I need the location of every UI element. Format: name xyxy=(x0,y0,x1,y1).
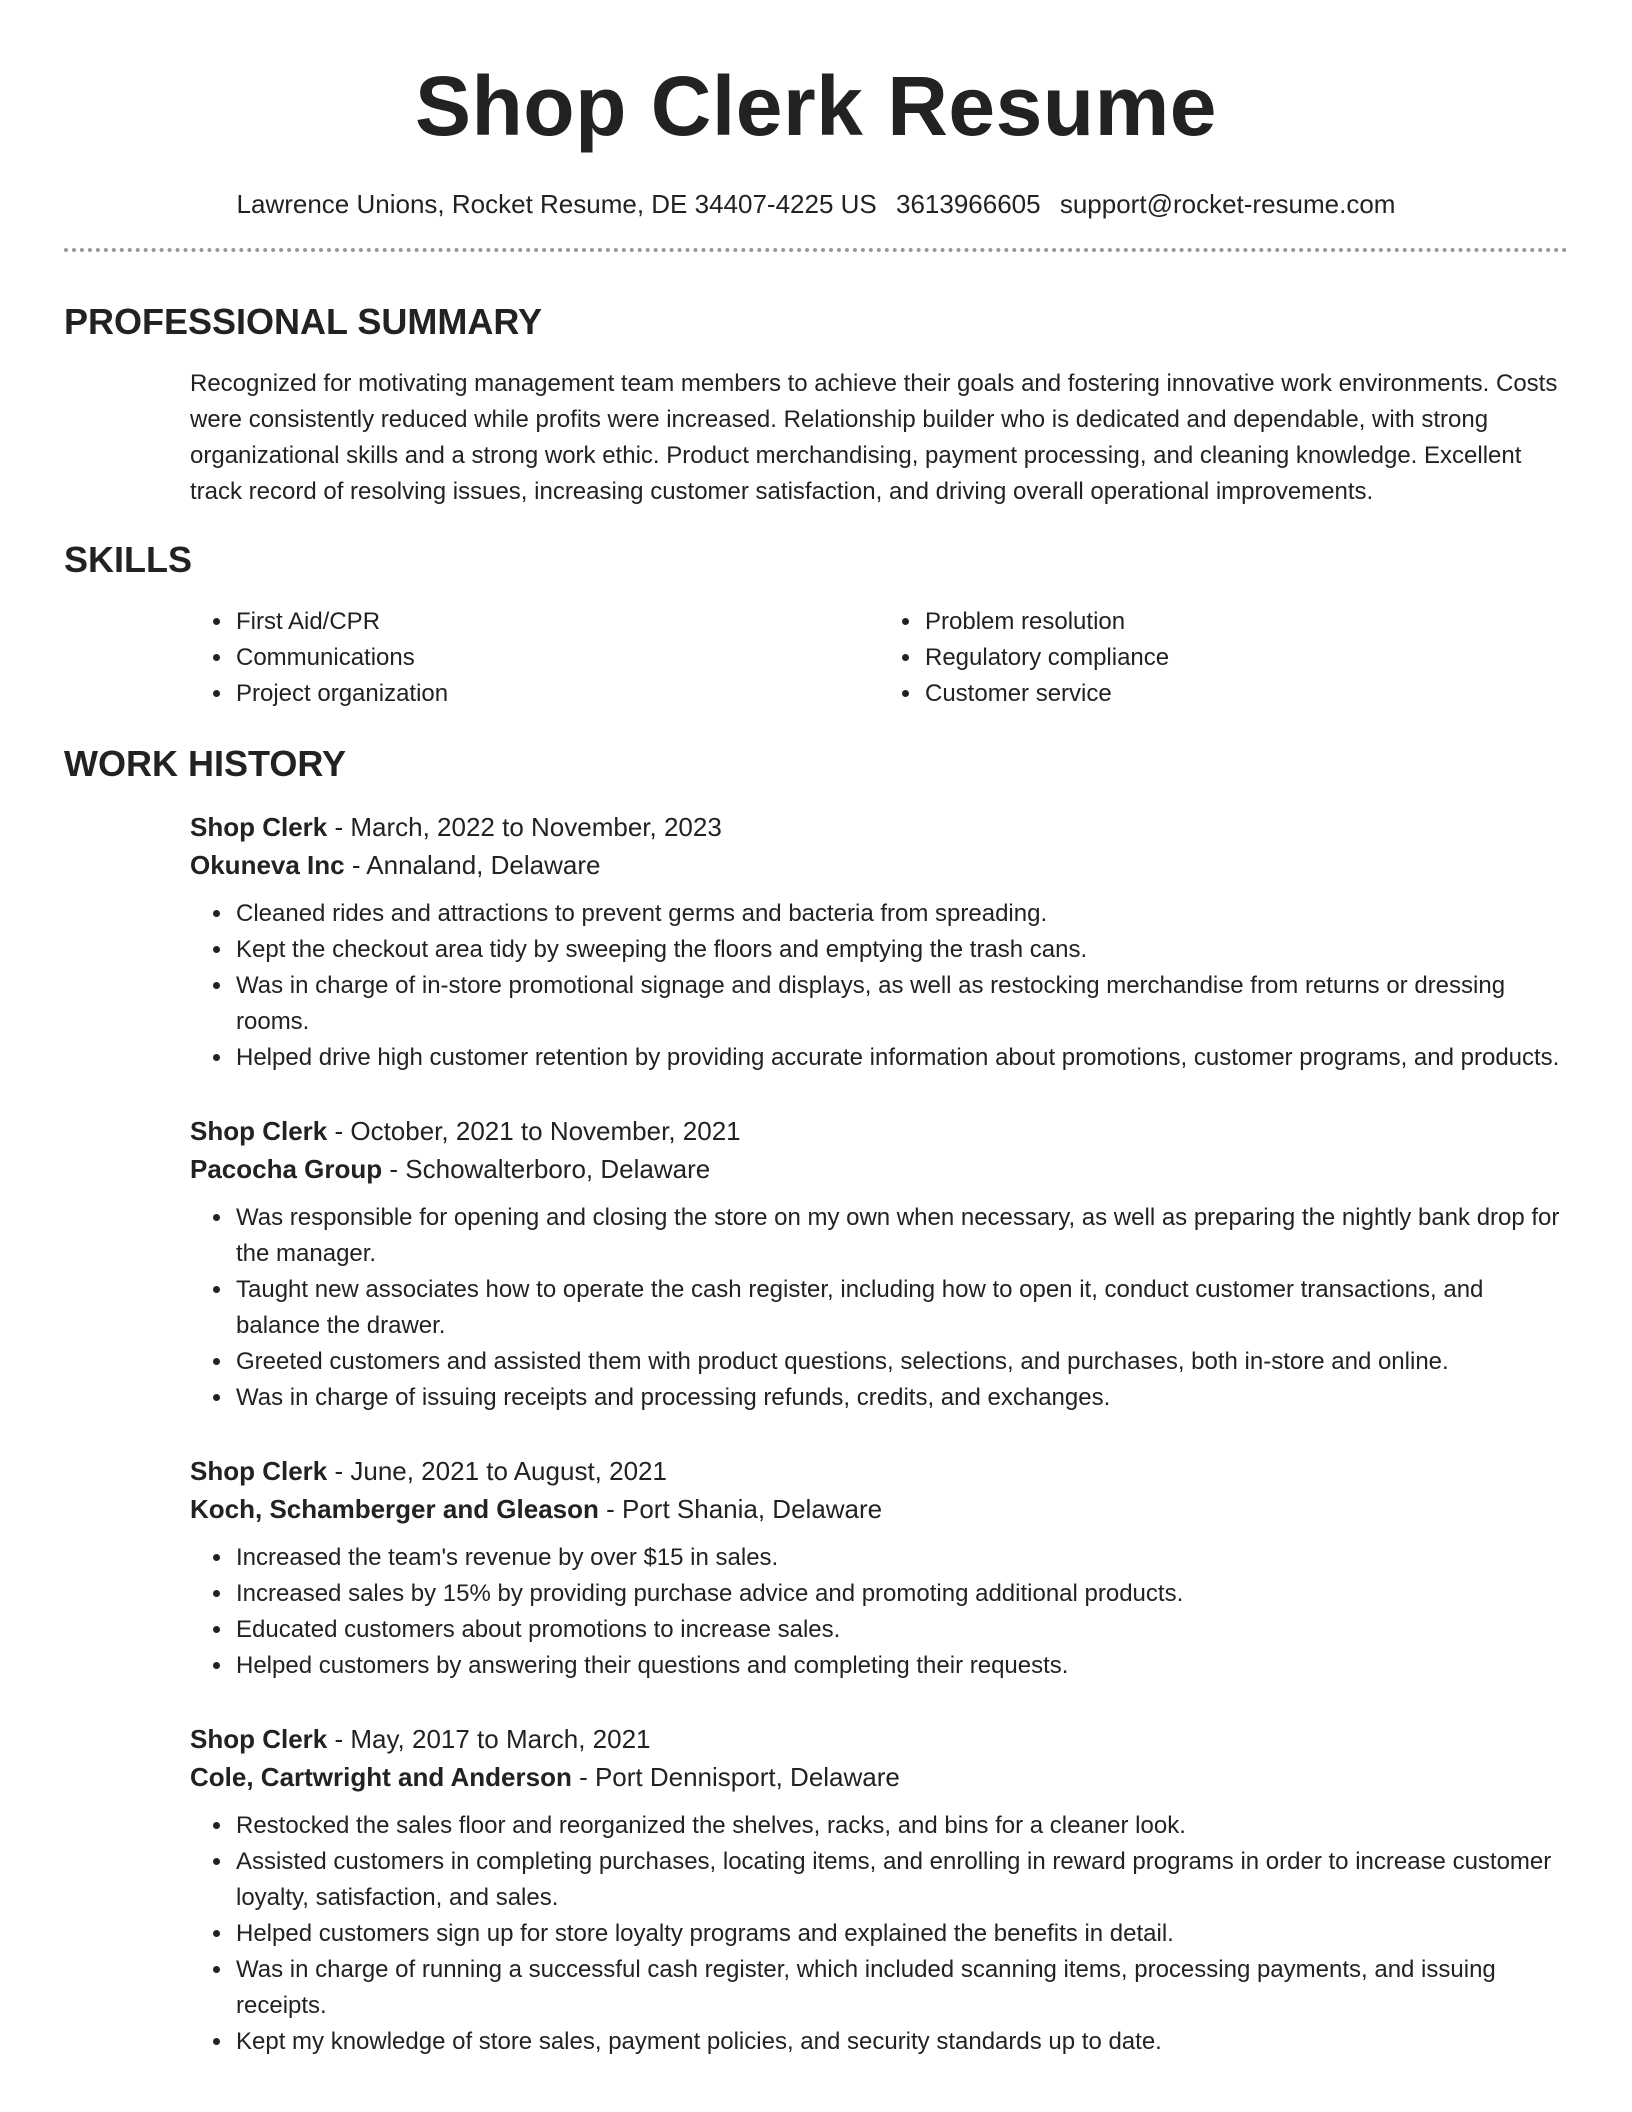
job-bullet: • Educated customers about promotions to increase sales. xyxy=(234,1612,1568,1648)
job-company-line xyxy=(190,1150,1568,1188)
job-dates: - March, 2022 to November, 2023 xyxy=(327,812,722,842)
job-title-line xyxy=(190,1112,1568,1150)
job-bullets xyxy=(190,1808,1568,2060)
skill-item: • Customer service xyxy=(923,676,1568,712)
skills-column-left xyxy=(190,604,879,712)
job-bullets xyxy=(190,1540,1568,1684)
header-divider xyxy=(64,248,1568,252)
job-company: Cole, Cartwright and Anderson xyxy=(190,1762,572,1792)
job-dates: - May, 2017 to March, 2021 xyxy=(327,1724,651,1754)
skill-item: • Communications xyxy=(234,640,879,676)
job-bullet: • Increased sales by 15% by providing purchase advice and promoting additional products. xyxy=(234,1576,1568,1612)
job-bullet: • Was responsible for opening and closing the store on my own when necessary, as well as preparing the nightly bank drop for the manager. xyxy=(234,1200,1568,1272)
job-location: - Annaland, Delaware xyxy=(344,850,601,880)
job-title: Shop Clerk xyxy=(190,1724,328,1754)
skills-list xyxy=(190,604,1568,712)
skill-item: • Regulatory compliance xyxy=(923,640,1568,676)
job-bullet: • Helped customers by answering their questions and completing their requests. xyxy=(234,1648,1568,1684)
job-title: Shop Clerk xyxy=(190,1456,328,1486)
job-title-line xyxy=(190,1720,1568,1758)
job-entry xyxy=(190,1720,1568,2060)
job-company-line xyxy=(190,1490,1568,1528)
job-dates: - October, 2021 to November, 2021 xyxy=(327,1116,741,1146)
contact-address: Lawrence Unions, Rocket Resume, DE 34407-4225 US xyxy=(236,189,877,219)
job-title: Shop Clerk xyxy=(190,812,328,842)
job-bullet: • Was in charge of running a successful cash register, which included scanning items, processing payments, and issuing receipts. xyxy=(234,1952,1568,2024)
job-company-line xyxy=(190,1758,1568,1796)
job-title-line xyxy=(190,808,1568,846)
job-location: - Port Dennisport, Delaware xyxy=(571,1762,900,1792)
job-company: Koch, Schamberger and Gleason xyxy=(190,1494,599,1524)
job-bullets xyxy=(190,1200,1568,1416)
skill-item: • Problem resolution xyxy=(923,604,1568,640)
job-entry xyxy=(190,1112,1568,1416)
job-title-line xyxy=(190,1452,1568,1490)
job-entry xyxy=(190,1452,1568,1684)
job-bullet: • Helped drive high customer retention by providing accurate information about promotions, customer programs, and products. xyxy=(234,1040,1568,1076)
skill-item: • First Aid/CPR xyxy=(234,604,879,640)
job-bullet: • Cleaned rides and attractions to prevent germs and bacteria from spreading. xyxy=(234,896,1568,932)
skill-item: • Project organization xyxy=(234,676,879,712)
job-location: - Schowalterboro, Delaware xyxy=(382,1154,711,1184)
job-bullet: • Increased the team's revenue by over $15 in sales. xyxy=(234,1540,1568,1576)
job-bullets xyxy=(190,896,1568,1076)
contact-email: support@rocket-resume.com xyxy=(1059,189,1396,219)
work-history-heading: WORK HISTORY xyxy=(64,743,347,784)
skills-column-right xyxy=(879,604,1568,712)
job-company-line xyxy=(190,846,1568,884)
job-bullet: • Kept my knowledge of store sales, payment policies, and security standards up to date. xyxy=(234,2024,1568,2060)
contact-phone: 3613966605 xyxy=(896,189,1041,219)
job-entry xyxy=(190,808,1568,1076)
job-bullet: • Greeted customers and assisted them with product questions, selections, and purchases, both in-store and online. xyxy=(234,1344,1568,1380)
job-bullet: • Was in charge of issuing receipts and processing refunds, credits, and exchanges. xyxy=(234,1380,1568,1416)
skills-heading: SKILLS xyxy=(64,539,193,580)
job-company: Pacocha Group xyxy=(190,1154,383,1184)
job-dates: - June, 2021 to August, 2021 xyxy=(327,1456,667,1486)
summary-text: Recognized for motivating management team members to achieve their goals and fostering innovative work environments. Costs were consistently reduced while profits were increased. Relationship builder who is dedicated and dependable, with strong organizational skills and a strong work ethic. Product merchandising, payment processing, and cleaning knowledge. Excellent track record of resolving issues, increasing customer satisfaction, and driving overall operational improvements. xyxy=(190,370,1558,505)
job-bullet: • Was in charge of in-store promotional signage and displays, as well as restocking merchandise from returns or dressing rooms. xyxy=(234,968,1568,1040)
resume-title: Shop Clerk Resume xyxy=(414,59,1218,153)
job-bullet: • Taught new associates how to operate the cash register, including how to open it, conduct customer transactions, and balance the drawer. xyxy=(234,1272,1568,1344)
job-title: Shop Clerk xyxy=(190,1116,328,1146)
job-bullet: • Restocked the sales floor and reorganized the shelves, racks, and bins for a cleaner look. xyxy=(234,1808,1568,1844)
job-bullet: • Assisted customers in completing purchases, locating items, and enrolling in reward programs in order to increase customer loyalty, satisfaction, and sales. xyxy=(234,1844,1568,1916)
job-bullet: • Helped customers sign up for store loyalty programs and explained the benefits in detail. xyxy=(234,1916,1568,1952)
job-company: Okuneva Inc xyxy=(190,850,345,880)
contact-line xyxy=(64,186,1568,222)
summary-heading: PROFESSIONAL SUMMARY xyxy=(64,301,543,342)
job-location: - Port Shania, Delaware xyxy=(598,1494,883,1524)
job-bullet: • Kept the checkout area tidy by sweeping the floors and emptying the trash cans. xyxy=(234,932,1568,968)
